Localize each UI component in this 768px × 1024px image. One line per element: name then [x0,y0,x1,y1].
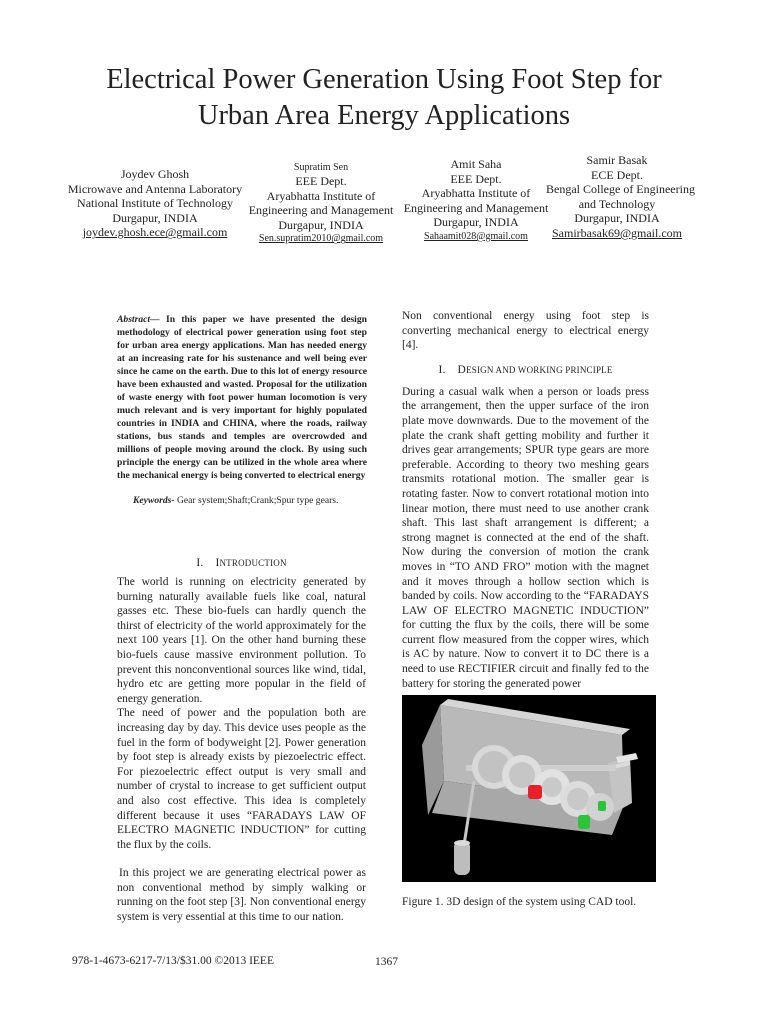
author-location: Durgapur, INDIA [433,215,519,230]
author-affiliation: Aryabhatta Institute of [421,186,531,201]
abstract-body: In this paper we have presented the design methodology of electrical power generation using foot step for urban area energy applications. Man has needed energy at an increasing rate for his sustenance and well being ever since he came on the earth. Due to this lot of energy resource have been exhausted and wasted. Proposal for the utilization of waste energy with foot power human locomotion is very much relevant and is very important for highly populated countries in INDIA and CHINA, where the roads, railway stations, bus stands and temples are overcrowded and millions of people moving around the clock. By using such principle the energy can be utilized in the whole area where the mechanical energy is being converted to electrical energy [117,314,367,481]
author-block-4 [546,153,695,241]
keywords-label: Keywords- [133,495,175,506]
author-name: Supratim Sen [293,162,349,173]
author-affiliation: ECE Dept. [591,167,643,182]
author-location: Durgapur, INDIA [112,210,198,225]
introduction-body [117,575,366,925]
author-affiliation: Bengal College of Engineering [546,182,695,197]
author-location: Durgapur, INDIA [574,211,660,226]
author-email-link[interactable]: Samirbasak69@gmail.com [551,225,683,240]
author-block-3 [400,157,552,245]
keywords-text: Gear system;Shaft;Crank;Spur type gears. [174,495,339,506]
abstract-text [117,313,367,482]
paragraph-intro-3: In this project we are generating electrical power as non conventional method by simply walking or running on the foot step [3]. Non conventional energy system is very essential at this time to our nation. [117,867,366,924]
paper-title-line-1: Electrical Power Generation Using Foot Step for [106,64,662,95]
author-affiliation: National Institute of Technology [77,196,233,211]
author-block-1 [60,167,250,240]
author-email-link[interactable]: Sen.supratim2010@gmail.com [258,233,384,245]
page-number: 1367 [375,956,398,968]
abstract-lead: Abstract— [117,314,160,325]
paragraph-design-1: During a casual walk when a person or loads press the arrangement, then the upper surface of the iron plate move downwards. Due to the movement of the plate the crank shaft getting mobility and further it drives gear arrangements; SPUR type gears are more preferable. According to theory two meshing gears transmits rotational motion. The smaller gear is rotating faster. Now to convert rotational motion into linear motion, there must need to use another crank shaft. This last shaft arrangement is different; a strong magnet is connected at the end of the shaft. Now during the conversion of motion the crank moves in “TO AND FRO” motion with the magnet and it moves through a hollow section which is banded by coils. Now according to the “FARADAYS LAW OF ELECTRO MAGNETIC INDUCTION” for cutting the flux by the coils, there will be some current flow measured from the copper wires, which is AC by nature. Now to convert it to DC there is a need to use RECTIFIER circuit and finally fed to the battery for storing the generated power [402,385,649,690]
abstract-block [117,313,367,507]
author-email-link[interactable]: joydev.ghosh.ece@gmail.com [82,225,228,240]
author-affiliation: Microwave and Antenna Laboratory [67,181,243,196]
author-name: Samir Basak [586,153,648,167]
author-affiliation: EEE Dept. [450,171,502,186]
section-heading-design: I. DESIGN AND WORKING PRINCIPLE [438,363,613,376]
author-location: Durgapur, INDIA [278,217,364,232]
right-column-top [402,309,649,691]
author-affiliation: Aryabhatta Institute of [266,188,376,203]
author-email-link[interactable]: Sahaamit028@gmail.com [424,230,528,242]
footer-copyright: 978-1-4673-6217-7/13/$31.00 ©2013 IEEE [72,955,274,967]
paper-title-line-2: Urban Area Energy Applications [197,100,571,131]
author-name: Amit Saha [450,157,502,171]
author-affiliation: EEE Dept. [295,174,347,188]
author-affiliation: and Technology [578,196,656,211]
author-name: Joydev Ghosh [120,167,190,181]
author-block-2 [246,162,396,247]
paragraph-right-1: Non conventional energy using foot step is converting mechanical energy to electrical energy [4]. [402,310,649,352]
keywords [133,494,367,507]
paper-title [0,62,768,134]
section-heading-introduction: I. INTRODUCTION [196,557,287,569]
paragraph-intro-2: The need of power and the population both are increasing day by day. This device uses people as the fuel in the form of bodyweight [2]. Power generation by foot step is already exists by piezoelectric effect. For piezoelectric effect output is very small and number of crystal to increase to get sufficient output and also cost effective. This idea is completely different because it uses “FARADAYS LAW OF ELECTRO MAGNETIC INDUCTION” for cutting the flux by the coils. [117,707,366,851]
paragraph-intro-1: The world is running on electricity generated by burning naturally available fuels like coal, natural gasses etc. These bio-fuels can hardly quench the thirst of electricity of the world approximately for the next 100 years [1]. On the other hand burning these bio-fuels cause massive environment pollution. To prevent this nonconventional sources like wind, tidal, hydro etc are getting more popular in the field of energy generation. [117,576,366,705]
figure-1-cad-render [402,695,656,882]
author-affiliation: Engineering and Management [248,203,394,218]
introduction-heading-wrap [117,556,366,571]
author-affiliation: Engineering and Management [403,200,549,215]
figure-caption: Figure 1. 3D design of the system using CAD tool. [402,896,637,908]
cad-render-illustration [402,695,656,882]
